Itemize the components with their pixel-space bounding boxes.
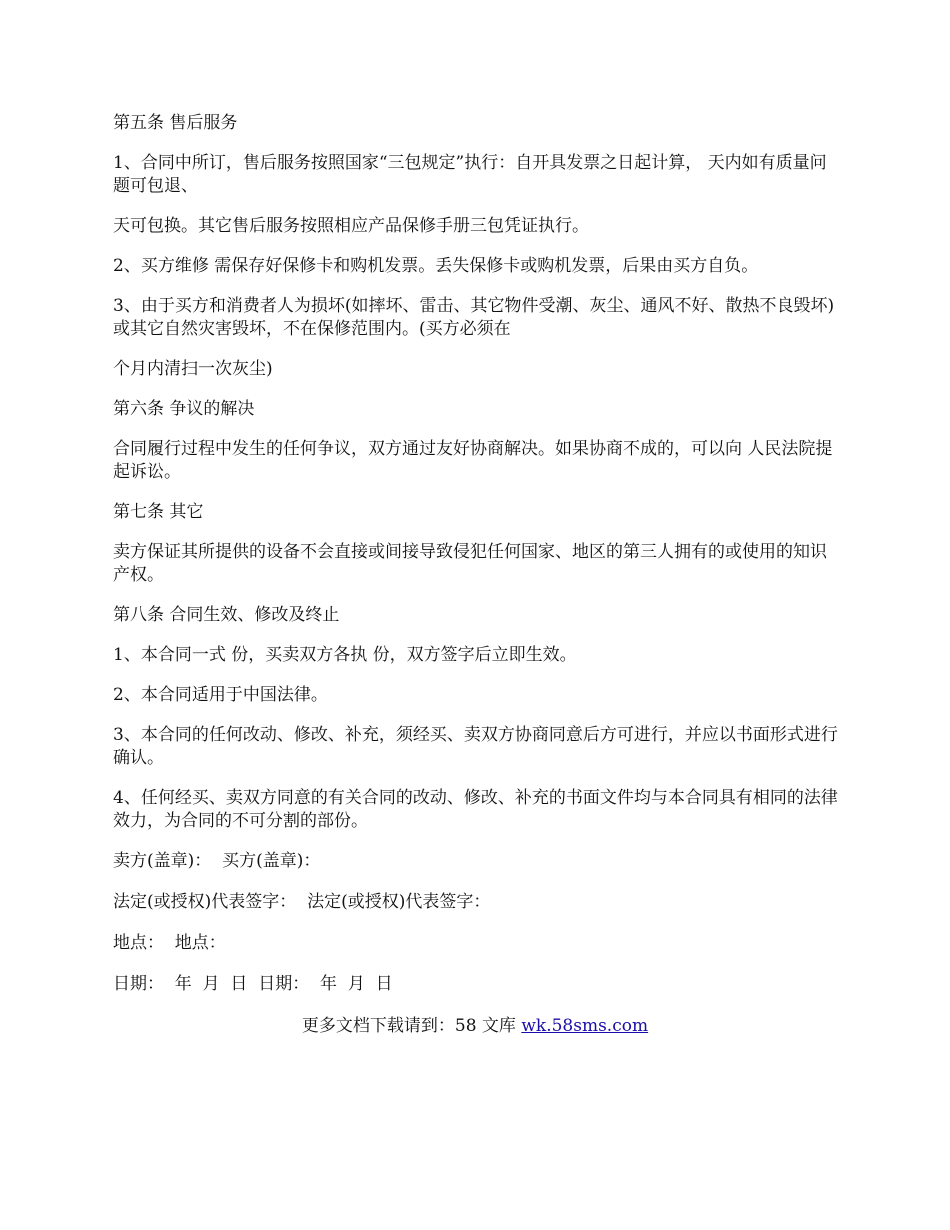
section-8-paragraph-3: 3、本合同的任何改动、修改、补充，须经买、卖双方协商同意后方可进行，并应以书面形式进行确认。	[113, 725, 838, 768]
section-7-heading: 第七条 其它	[113, 502, 204, 522]
section-5-paragraph-4: 3、由于买方和消费者人为损坏(如摔坏、雷击、其它物件受潮、灰尘、通风不好、散热不良毁坏)或其它自然灾害毁坏，不在保修范围内。(买方必须在	[113, 296, 835, 339]
section-6-paragraph-1: 合同履行过程中发生的任何争议，双方通过友好协商解决。如果协商不成的，可以向 人民法院提起诉讼。	[113, 439, 833, 482]
section-5-paragraph-3: 2、买方维修 需保存好保修卡和购机发票。丢失保修卡或购机发票，后果由买方自负。	[113, 256, 759, 276]
footer-text: 更多文档下载请到：58 文库	[301, 1016, 522, 1036]
section-8-heading: 第八条 合同生效、修改及终止	[113, 605, 340, 625]
section-6-heading: 第六条 争议的解决	[113, 399, 255, 419]
footer-link[interactable]: wk.58sms.com	[521, 1016, 649, 1036]
section-8-paragraph-1: 1、本合同一式 份，买卖双方各执 份，双方签字后立即生效。	[113, 645, 577, 665]
section-5-paragraph-2: 天可包换。其它售后服务按照相应产品保修手册三包凭证执行。	[113, 216, 589, 236]
download-footer	[0, 1015, 950, 1038]
section-5-paragraph-1: 1、合同中所订，售后服务按照国家“三包规定”执行：自开具发票之日起计算， 天内如有质量问题可包退、	[113, 153, 827, 196]
section-8-paragraph-2: 2、本合同适用于中国法律。	[113, 685, 328, 705]
document-body	[113, 112, 839, 1014]
section-8-paragraph-4: 4、任何经买、卖双方同意的有关合同的改动、修改、补充的书面文件均与本合同具有相同的法律效力，为合同的不可分割的部份。	[113, 788, 838, 831]
signature-date-line: 日期： 年 月 日 日期： 年 月 日	[113, 974, 393, 994]
signature-representative-line: 法定(或授权)代表签字： 法定(或授权)代表签字：	[113, 892, 491, 912]
signature-seal-line: 卖方(盖章)： 买方(盖章)：	[113, 851, 321, 871]
signature-place-line: 地点： 地点：	[113, 933, 226, 953]
section-5-heading: 第五条 售后服务	[113, 113, 238, 133]
section-5-paragraph-5: 个月内清扫一次灰尘)	[113, 359, 273, 379]
section-7-paragraph-1: 卖方保证其所提供的设备不会直接或间接导致侵犯任何国家、地区的第三人拥有的或使用的知识产权。	[113, 542, 827, 585]
